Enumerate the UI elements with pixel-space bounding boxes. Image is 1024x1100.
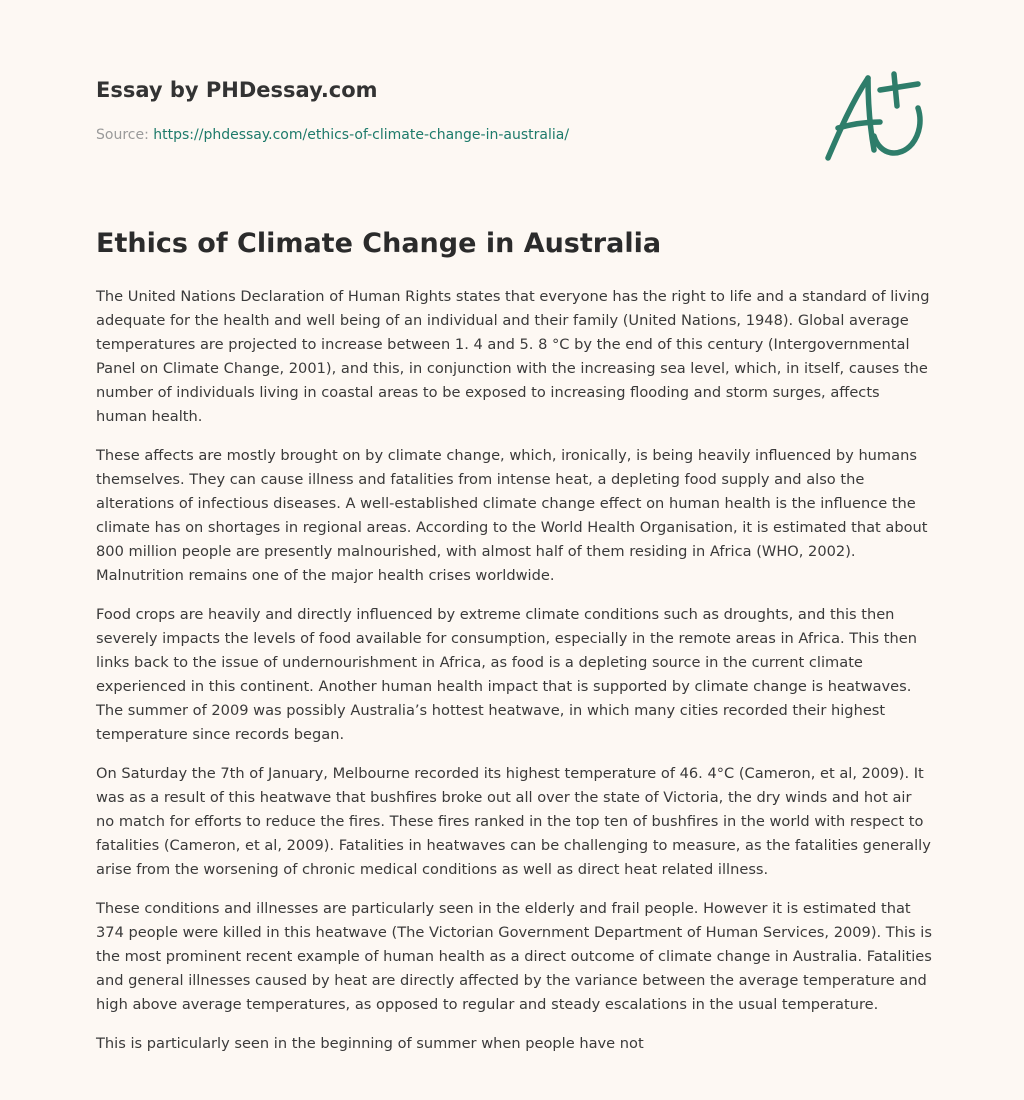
source-link[interactable]: https://phdessay.com/ethics-of-climate-change-in-australia/ <box>153 127 570 143</box>
essay-paragraph: These affects are mostly brought on by climate change, which, ironically, is being heavily influenced by humans themselves. They can cause illness and fatalities from intense heat, a depleting food supply and also the alterations of infectious diseases. A well-established climate change effect on human health is the influence the climate has on shortages in regional areas. According to the World Health Organisation, it is estimated that about 800 million people are presently malnourished, with almost half of them residing in Africa (WHO, 2002). Malnutrition remains one of the major health crises worldwide. <box>96 447 928 584</box>
source-line <box>96 125 796 145</box>
essay-paragraph: Food crops are heavily and directly influenced by extreme climate conditions such as droughts, and this then severely impacts the levels of food available for consumption, especially in the remote areas in Africa. This then links back to the issue of undernourishment in Africa, as food is a depleting source in the current climate experienced in this continent. Another human health impact that is supported by climate change is heatwaves. The summer of 2009 was possibly Australia’s hottest heatwave, in which many cities recorded their highest temperature since records began. <box>96 606 917 743</box>
essay-title: Ethics of Climate Change in Australia <box>96 228 662 259</box>
source-label: Source: <box>96 127 149 143</box>
essay-paragraph: These conditions and illnesses are particularly seen in the elderly and frail people. However it is estimated that 374 people were killed in this heatwave (The Victorian Government Department of Human Services, 2009). This is the most prominent recent example of human health as a direct outcome of climate change in Australia. Fatalities and general illnesses caused by heat are directly affected by the variance between the average temperature and high above average temperatures, as opposed to regular and steady escalations in the usual temperature. <box>96 900 932 1013</box>
site-name: Essay by PHDessay.com <box>96 78 378 102</box>
essay-body <box>96 285 932 1071</box>
essay-header <box>96 74 796 145</box>
essay-paragraph: The United Nations Declaration of Human Rights states that everyone has the right to life and a standard of living adequate for the health and well being of an individual and their family (United Nations, 1948). Global average temperatures are projected to increase between 1. 4 and 5. 8 °C by the end of this century (Intergovernmental Panel on Climate Change, 2001), and this, in conjunction with the increasing sea level, which, in itself, causes the number of individuals living in coastal areas to be exposed to increasing flooding and storm surges, affects human health. <box>96 288 930 425</box>
a-plus-logo-icon <box>818 66 930 166</box>
essay-paragraph: On Saturday the 7th of January, Melbourne recorded its highest temperature of 46. 4°C (Cameron, et al, 2009). It was as a result of this heatwave that bushfires broke out all over the state of Victoria, the dry winds and hot air no match for efforts to reduce the fires. These fires ranked in the top ten of bushfires in the world with respect to fatalities (Cameron, et al, 2009). Fatalities in heatwaves can be challenging to measure, as the fatalities generally arise from the worsening of chronic medical conditions as well as direct heat related illness. <box>96 765 931 878</box>
essay-paragraph: This is particularly seen in the beginning of summer when people have not <box>96 1035 644 1052</box>
